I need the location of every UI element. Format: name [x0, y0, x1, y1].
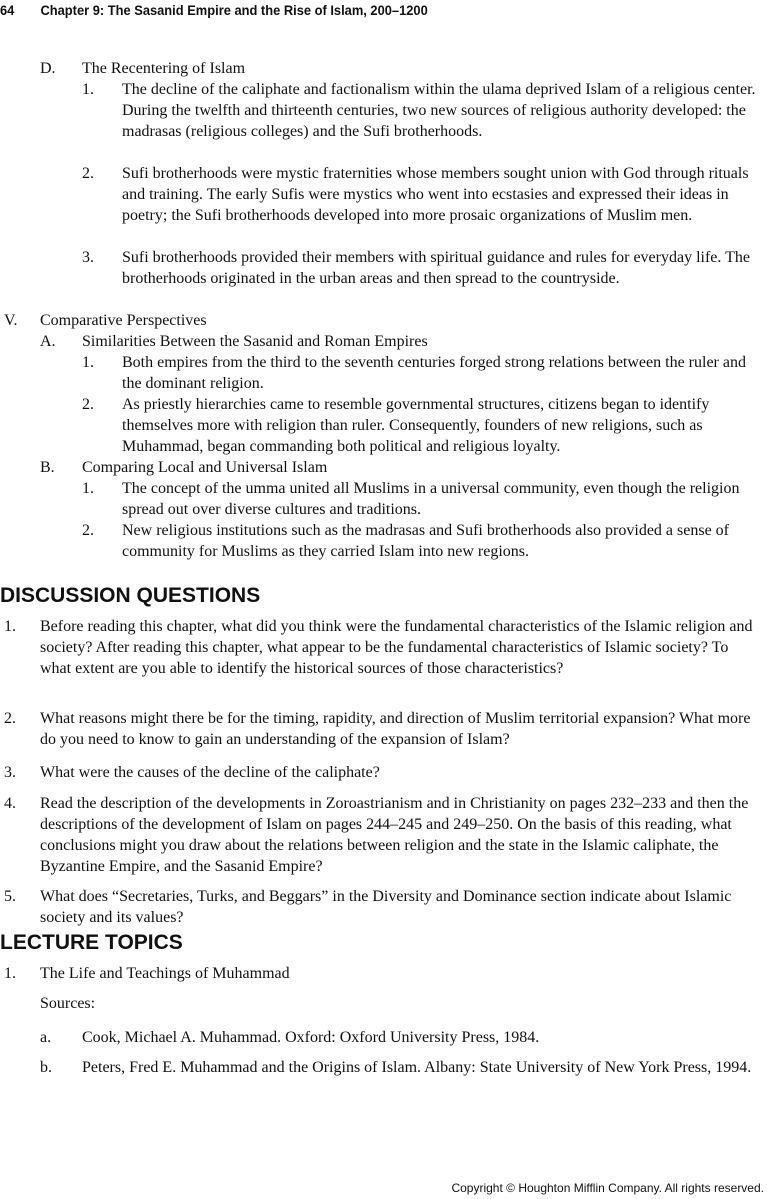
item-number: 1. — [82, 480, 94, 497]
source-letter: a. — [40, 1029, 52, 1046]
outline-label: V. — [4, 312, 18, 329]
outline-item: The decline of the caliphate and factionalism within the ulama deprived Islam of a religious center. During the twelfth and thirteenth centuries, two new sources of religious authority developed: the madrasas (religious colleges) and the Sufi brotherhoods. — [122, 81, 756, 140]
item-number: 2. — [82, 165, 94, 182]
question: Before reading this chapter, what did you think were the fundamental characteristics of the Islamic religion and society? After reading this chapter, what appear to be the fundamental characteristics of Islamic society? To what extent are you able to identify the historical sources of those characteristics? — [40, 618, 753, 677]
question: Read the description of the developments in Zoroastrianism and in Christianity on pages 232–233 and then the descriptions of the development of Islam on pages 244–245 and 249–250. On the basis of this reading, what conclusions might you draw about the relations between religion and the state in the Islamic caliphate, the Byzantine Empire, and the Sasanid Empire? — [40, 795, 749, 875]
item-number: 1. — [82, 354, 94, 371]
item-number: 3. — [82, 249, 94, 266]
page-number: 64 — [0, 2, 15, 18]
outline-item: As priestly hierarchies came to resemble governmental structures, citizens began to identify themselves more with religion than ruler. Consequently, founders of new religions, such as Muhammad, began commanding both political and religious loyalty. — [122, 396, 710, 455]
source-letter: b. — [40, 1059, 52, 1076]
item-number: 1. — [82, 81, 94, 98]
source: Cook, Michael A. Muhammad. Oxford: Oxford University Press, 1984. — [82, 1029, 540, 1046]
outline-label: D. — [40, 60, 56, 77]
lecture-heading: LECTURE TOPICS — [0, 931, 183, 954]
outline-item: New religious institutions such as the madrasas and Sufi brotherhoods also provided a sense of community for Muslims as they carried Islam into new regions. — [122, 522, 729, 560]
question-number: 3. — [4, 764, 16, 781]
outline-item: Both empires from the third to the seventh centuries forged strong relations between the ruler and the dominant religion. — [122, 354, 746, 392]
topic-number: 1. — [4, 965, 16, 982]
question-number: 4. — [4, 795, 16, 812]
outline-item: Sufi brotherhoods provided their members with spiritual guidance and rules for everyday life. The brotherhoods originated in the urban areas and then spread to the countryside. — [122, 249, 750, 287]
topic-title: The Life and Teachings of Muhammad — [40, 965, 290, 982]
sources-label: Sources: — [40, 995, 96, 1012]
outline-heading: Comparative Perspectives — [40, 312, 207, 329]
copyright-footer: Copyright © Houghton Mifflin Company. All rights reserved. — [451, 1181, 764, 1195]
outline-heading: Similarities Between the Sasanid and Roman Empires — [82, 333, 428, 350]
running-header — [0, 0, 736, 20]
question-number: 1. — [4, 618, 16, 635]
outline-item: Sufi brotherhoods were mystic fraternities whose members sought union with God through rituals and training. The early Sufis were mystics who went into ecstasies and expressed their ideas in poetry; the Sufi brotherhoods developed into more prosaic organizations of Muslim men. — [122, 165, 749, 224]
outline-label: A. — [40, 333, 56, 350]
question-number: 5. — [4, 888, 16, 905]
question: What does “Secretaries, Turks, and Beggars” in the Diversity and Dominance section indicate about Islamic society and its values? — [40, 888, 732, 926]
item-number: 2. — [82, 396, 94, 413]
chapter-title: Chapter 9: The Sasanid Empire and the Rise of Islam, 200–1200 — [40, 2, 428, 18]
outline-heading: Comparing Local and Universal Islam — [82, 459, 328, 476]
source: Peters, Fred E. Muhammad and the Origins of Islam. Albany: State University of New York Press, 1994. — [82, 1059, 752, 1076]
question-number: 2. — [4, 710, 16, 727]
outline-heading: The Recentering of Islam — [82, 60, 246, 77]
question: What reasons might there be for the timing, rapidity, and direction of Muslim territorial expansion? What more do you need to know to gain an understanding of the expansion of Islam? — [40, 710, 751, 748]
outline-label: B. — [40, 459, 55, 476]
question: What were the causes of the decline of the caliphate? — [40, 764, 380, 781]
item-number: 2. — [82, 522, 94, 539]
discussion-heading: DISCUSSION QUESTIONS — [0, 584, 261, 607]
outline-item: The concept of the umma united all Muslims in a universal community, even though the religion spread out over diverse cultures and traditions. — [122, 480, 740, 518]
